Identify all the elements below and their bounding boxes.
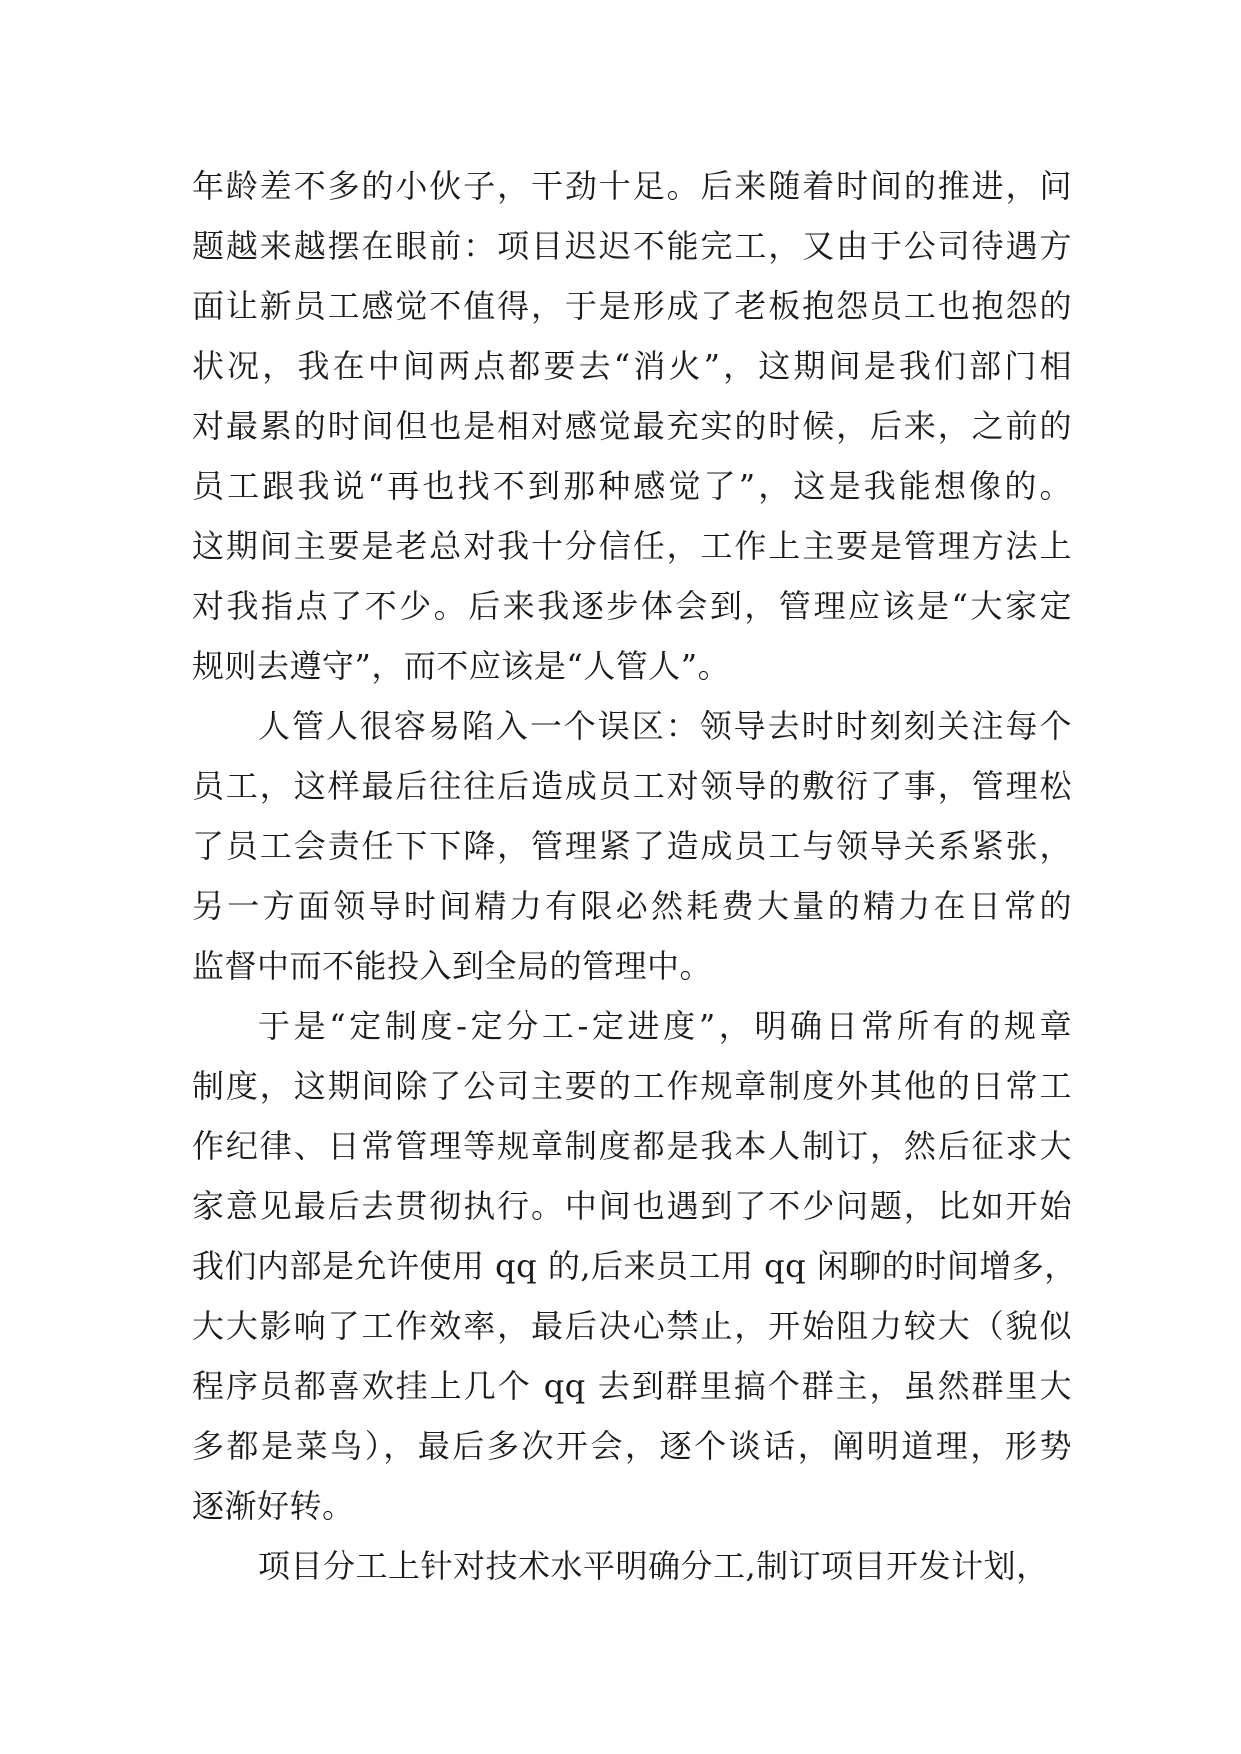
text-line: 作纪律、日常管理等规章制度都是我本人制订，然后征求大 [192, 1127, 1072, 1165]
paragraph-start-line: 人管人很容易陷入一个误区：领导去时时刻刻关注每个 [258, 707, 1072, 745]
paragraph-end-line: 逐渐好转。 [192, 1487, 355, 1525]
text-line: 另一方面领导时间精力有限必然耗费大量的精力在日常的 [192, 887, 1072, 925]
text-line: 我们内部是允许使用 qq 的,后来员工用 qq 闲聊的时间增多， [192, 1247, 1077, 1285]
text-line: 对最累的时间但也是相对感觉最充实的时候，后来，之前的 [192, 407, 1072, 445]
text-line: 大大影响了工作效率，最后决心禁止，开始阻力较大（貌似 [192, 1307, 1072, 1345]
text-line: 家意见最后去贯彻执行。中间也遇到了不少问题，比如开始 [192, 1187, 1072, 1225]
paragraph-start-line: 于是“定制度-定分工-定进度”，明确日常所有的规章 [258, 1007, 1072, 1045]
text-line: 面让新员工感觉不值得，于是形成了老板抱怨员工也抱怨的 [192, 287, 1072, 325]
text-line: 了员工会责任下下降，管理紧了造成员工与领导关系紧张， [192, 827, 1072, 865]
text-line: 这期间主要是老总对我十分信任，工作上主要是管理方法上 [192, 527, 1072, 565]
text-line: 对我指点了不少。后来我逐步体会到，管理应该是“大家定 [192, 587, 1072, 625]
text-line: 状况，我在中间两点都要去“消火”，这期间是我们部门相 [192, 347, 1072, 385]
document-body [192, 156, 1077, 1596]
text-line: 制度，这期间除了公司主要的工作规章制度外其他的日常工 [192, 1067, 1072, 1105]
paragraph-start-line: 项目分工上针对技术水平明确分工,制订项目开发计划， [258, 1547, 1049, 1585]
text-line: 年龄差不多的小伙子，干劲十足。后来随着时间的推进，问 [192, 167, 1072, 205]
text-line: 多都是菜鸟），最后多次开会，逐个谈话，阐明道理，形势 [192, 1427, 1072, 1465]
text-line: 程序员都喜欢挂上几个 qq 去到群里搞个群主，虽然群里大 [192, 1367, 1072, 1405]
text-line: 员工，这样最后往往后造成员工对领导的敷衍了事，管理松 [192, 767, 1072, 805]
text-line: 员工跟我说“再也找不到那种感觉了”，这是我能想像的。 [192, 467, 1072, 505]
text-line: 题越来越摆在眼前：项目迟迟不能完工，又由于公司待遇方 [192, 227, 1072, 265]
paragraph-end-line: 监督中而不能投入到全局的管理中。 [192, 947, 713, 985]
paragraph-end-line: 规则去遵守”，而不应该是“人管人”。 [192, 647, 731, 685]
